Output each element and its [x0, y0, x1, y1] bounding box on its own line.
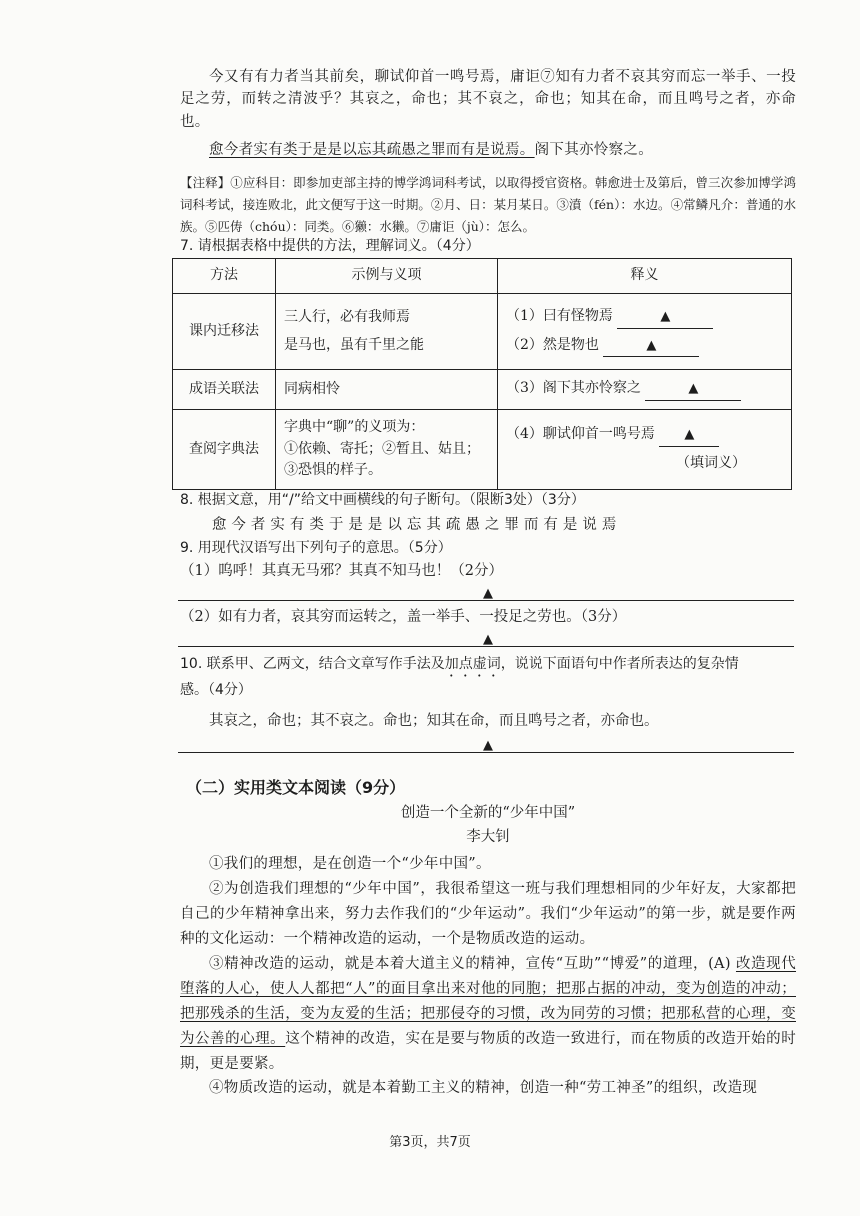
answer-blank[interactable]	[645, 378, 741, 401]
question-9	[180, 538, 796, 582]
answer-line[interactable]	[178, 752, 794, 753]
triangle-marker-icon: ▲	[684, 427, 695, 443]
triangle-marker-icon: ▲	[483, 632, 493, 647]
meaning-item-text: （3）阁下其亦怜察之	[506, 380, 641, 397]
table-row	[173, 294, 792, 370]
question-10-prompt-part: 10. 联系甲、乙两文，结合文章写作手法及	[180, 656, 445, 672]
meaning-item	[506, 306, 783, 329]
triangle-marker-icon: ▲	[646, 337, 657, 353]
underlined-passage-a: 改造现代堕落的人心，使人人都把“人”的面目拿出来对他的同胞；把那占据的冲动，变为创造的冲动；把那残杀的生活，变为友爱的生活；把那侵夺的习惯，改为同劳的习惯；把那私营的心理，变为公善的心理。	[180, 955, 797, 1047]
vocab-table	[172, 258, 792, 490]
meaning-cell	[498, 294, 792, 370]
table-header: 释义	[498, 259, 792, 294]
example-line: 是马也，虽有千里之能	[284, 336, 424, 353]
question-8-prompt: 8. 根据文意，用“/”给文中画横线的句子断句。（限断3处）（3分）	[180, 492, 585, 508]
triangle-marker-icon: ▲	[660, 308, 671, 324]
example-cell: 同病相怜	[276, 370, 498, 410]
example-cell	[276, 410, 498, 490]
notes-text: 【注释】①应科目：即参加吏部主持的博学鸿词科考试，以取得授官资格。韩愈进士及第后，曾三次参加博学鸿词科考试，接连败北，此文便写于这一时期。②月、日：某月某日。③濆（fén）：水边。④常鳞凡介：普通的水族。⑤匹俦（chóu）：同类。⑥獭：水獭。⑦庸讵（jù）：怎么。	[180, 175, 796, 234]
table-header: 示例与义项	[276, 259, 498, 294]
table-header-row	[173, 259, 792, 294]
fill-meaning-note: （填词义）	[676, 455, 746, 471]
answer-blank[interactable]	[659, 424, 719, 447]
question-10	[180, 652, 796, 732]
question-9-sub1: （1）呜呼！其真无马邪？其真不知马也！（2分）	[180, 562, 503, 579]
question-9-prompt: 9. 用现代汉语写出下列句子的意思。（5分）	[180, 540, 452, 556]
triangle-marker-icon: ▲	[483, 586, 493, 601]
passage-paragraph-1: 今又有有力者当其前矣，聊试仰首一鸣号焉，庸讵⑦知有力者不哀其穷而忘一举手、一投足之劳，而转之清波乎？其哀之，命也；其不哀之，命也；知其在命，而且鸣号之者，亦命也。	[180, 69, 796, 130]
article-paragraph-3-post: 这个精神的改造，实在是要与物质的改造一致进行，而在物质的改造开始的时期，更是要紧。	[180, 1030, 796, 1072]
article-title: 创造一个全新的“少年中国”	[400, 805, 576, 821]
example-line: 三人行，必有我师焉	[284, 308, 410, 325]
passage-paragraph-2-rest: 阁下其亦怜察之。	[534, 142, 654, 159]
answer-line[interactable]	[178, 646, 794, 647]
question-8	[180, 490, 796, 536]
article-paragraph-4: ④物质改造的运动，就是本着勤工主义的精神，创造一种“劳工神圣”的组织，改造现	[209, 1080, 758, 1097]
page-footer: 第3页，共7页	[389, 1135, 471, 1150]
answer-line-marker	[180, 582, 796, 604]
article-paragraph-3-pre: ③精神改造的运动，就是本着大道主义的精神，宣传“互助”“博爱”的道理，(A)	[209, 955, 736, 972]
table-row	[173, 410, 792, 490]
question-7	[180, 236, 796, 258]
meaning-item	[506, 335, 783, 358]
meaning-cell	[498, 410, 792, 490]
method-cell: 查阅字典法	[173, 410, 276, 490]
answer-line[interactable]	[178, 600, 794, 601]
question-9-sub2: （2）如有力者，哀其穷而运转之，盖一举手、一投足之劳也。（3分）	[180, 609, 627, 625]
table-header: 方法	[173, 259, 276, 294]
question-10-prompt	[180, 652, 796, 680]
answer-blank[interactable]	[617, 306, 713, 329]
article-paragraph-1: ①我们的理想，是在创造一个“少年中国”。	[209, 856, 491, 872]
answer-line-marker	[180, 628, 796, 650]
question-10-sentence: 其哀之，命也；其不哀之。命也；知其在命，而且鸣号之者，亦命也。	[209, 712, 659, 729]
example-line: ③恐惧的样子。	[284, 462, 382, 479]
meaning-item-text: （1）曰有怪物焉	[506, 307, 613, 324]
example-cell	[276, 294, 498, 370]
underlined-sentence: 愈今者实有类于是是以忘其疏愚之罪而有是说焉。	[209, 142, 535, 159]
passage-paragraph-2	[180, 139, 796, 161]
section-2-heading	[186, 776, 802, 801]
article-paragraph-3	[180, 952, 796, 1077]
question-9-part-2	[180, 606, 796, 628]
example-line: ①依赖、寄托；②暂且、姑且；	[284, 440, 480, 457]
meaning-cell	[498, 370, 792, 410]
article-body	[180, 852, 796, 1101]
example-line: 字典中“聊”的义项为：	[284, 418, 425, 435]
answer-blank[interactable]	[603, 335, 699, 358]
method-cell: 成语关联法	[173, 370, 276, 410]
triangle-marker-icon: ▲	[688, 381, 699, 397]
meaning-item	[506, 424, 783, 447]
dotted-function-words: 加点虚词	[444, 656, 501, 672]
passage-block	[180, 66, 796, 162]
question-7-prompt: 7. 请根据表格中提供的方法，理解词义。（4分）	[180, 238, 480, 254]
article-author: 李大钊	[466, 829, 510, 845]
method-cell: 课内迁移法	[173, 294, 276, 370]
meaning-item-text: （4）聊试仰首一鸣号焉	[506, 426, 655, 443]
table-row	[173, 370, 792, 410]
article-paragraph-2: ②为创造我们理想的“少年中国”，我很希望这一班与我们理想相同的少年好友，大家都把自己的少年精神拿出来，努力去作我们的“少年运动”。我们“少年运动”的第一步，就是要作两种的文化运动：一个精神改造的运动，一个是物质改造的运动。	[180, 880, 796, 947]
question-8-sentence: 愈今者实有类于是是以忘其疏愚之罪而有是说焉	[211, 516, 622, 533]
answer-line-marker	[180, 734, 796, 756]
triangle-marker-icon: ▲	[483, 738, 493, 753]
annotation-notes	[180, 172, 796, 238]
meaning-item-text: （2）然是物也	[506, 336, 599, 353]
section-heading: （二）实用类文本阅读（9分）	[186, 778, 406, 797]
question-10-prompt-cont: 感。（4分）	[180, 682, 252, 698]
question-10-prompt-part: ，说说下面语句中作者所表达的复杂情	[500, 656, 739, 672]
